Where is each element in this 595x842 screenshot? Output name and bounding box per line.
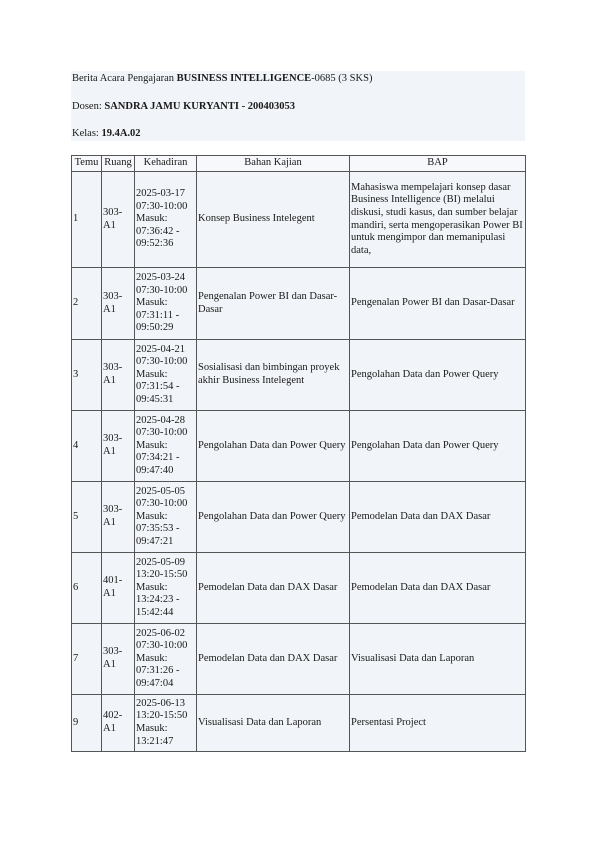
cell-temu: 3 [72, 340, 102, 411]
attendance-masuk-end: 09:47:21 [136, 535, 174, 547]
cell-bahan-kajian: Pemodelan Data dan DAX Dasar [197, 553, 350, 624]
cell-bahan-kajian: Pengolahan Data dan Power Query [197, 411, 350, 482]
cell-temu: 5 [72, 482, 102, 553]
cell-bap: Persentasi Project [350, 695, 526, 752]
attendance-masuk-start: 07:31:54 - [136, 381, 180, 393]
cell-bahan-kajian: Pemodelan Data dan DAX Dasar [197, 624, 350, 695]
attendance-date: 2025-06-02 [136, 627, 185, 639]
attendance-masuk-start: 07:36:42 - [136, 225, 180, 237]
class-label: Kelas: [72, 128, 102, 139]
cell-temu: 9 [72, 695, 102, 752]
cell-kehadiran [135, 695, 197, 752]
cell-ruang: 303-A1 [102, 340, 135, 411]
cell-bap: Pengolahan Data dan Power Query [350, 411, 526, 482]
column-header-kehadiran: Kehadiran [135, 156, 197, 172]
cell-bap: Pemodelan Data dan DAX Dasar [350, 553, 526, 624]
table-row [72, 411, 526, 482]
attendance-masuk-start: 07:31:26 - [136, 665, 180, 677]
column-header-bap: BAP [350, 156, 526, 172]
cell-kehadiran [135, 340, 197, 411]
cell-temu: 7 [72, 624, 102, 695]
cell-ruang: 402-A1 [102, 695, 135, 752]
table-row [72, 695, 526, 752]
cell-bahan-kajian: Sosialisasi dan bimbingan proyek akhir Business Intelegent [197, 340, 350, 411]
lecturer-label: Dosen: [72, 101, 105, 112]
table-body [72, 172, 526, 752]
cell-bahan-kajian: Pengolahan Data dan Power Query [197, 482, 350, 553]
attendance-date: 2025-05-09 [136, 556, 185, 568]
attendance-schedule: 07:30-10:00 [136, 498, 188, 510]
table-row [72, 340, 526, 411]
cell-bap: Mahasiswa mempelajari konsep dasar Business Intelligence (BI) melalui diskusi, studi kasus, dan sumber belajar mandiri, serta mengoperasikan Power BI untuk mengimpor dan memanipulasi data, [350, 172, 526, 268]
attendance-schedule: 07:30-10:00 [136, 427, 188, 439]
table-row [72, 172, 526, 268]
attendance-masuk-label: Masuk: [136, 581, 168, 593]
attendance-masuk-label: Masuk: [136, 439, 168, 451]
cell-bap: Pengolahan Data dan Power Query [350, 340, 526, 411]
document-header [71, 71, 525, 141]
attendance-date: 2025-05-05 [136, 485, 185, 497]
cell-bap: Pengenalan Power BI dan Dasar-Dasar [350, 268, 526, 340]
cell-kehadiran [135, 482, 197, 553]
lecturer-line [72, 100, 295, 114]
cell-ruang: 303-A1 [102, 624, 135, 695]
course-title [72, 72, 372, 86]
class-value: 19.4A.02 [101, 128, 141, 139]
column-header-ruang: Ruang [102, 156, 135, 172]
attendance-date: 2025-03-17 [136, 188, 185, 200]
cell-bahan-kajian: Pengenalan Power BI dan Dasar-Dasar [197, 268, 350, 340]
cell-temu: 4 [72, 411, 102, 482]
attendance-masuk-end: 09:47:40 [136, 464, 174, 476]
course-suffix: -0685 (3 SKS) [311, 73, 373, 84]
attendance-schedule: 13:20-15:50 [136, 710, 188, 722]
attendance-masuk-end: 09:50:29 [136, 322, 174, 334]
attendance-masuk-end: 09:47:04 [136, 677, 174, 689]
cell-bap: Pemodelan Data dan DAX Dasar [350, 482, 526, 553]
cell-kehadiran [135, 624, 197, 695]
attendance-masuk-end: 15:42:44 [136, 606, 174, 618]
attendance-schedule: 07:30-10:00 [136, 200, 188, 212]
attendance-masuk-label: Masuk: [136, 510, 168, 522]
attendance-masuk-label: Masuk: [136, 368, 168, 380]
attendance-masuk-start: 07:34:21 - [136, 452, 180, 464]
attendance-masuk-end: 09:52:36 [136, 238, 174, 250]
lecturer-name: SANDRA JAMU KURYANTI - 200403053 [104, 101, 295, 112]
table-header-row [72, 156, 526, 172]
cell-bahan-kajian: Konsep Business Intelegent [197, 172, 350, 268]
cell-kehadiran [135, 268, 197, 340]
attendance-date: 2025-04-28 [136, 414, 185, 426]
attendance-masuk-label: Masuk: [136, 213, 168, 225]
cell-ruang: 303-A1 [102, 482, 135, 553]
attendance-table [71, 155, 526, 752]
attendance-schedule: 13:20-15:50 [136, 569, 188, 581]
course-name: BUSINESS INTELLIGENCE [176, 73, 312, 84]
table-row [72, 624, 526, 695]
cell-kehadiran [135, 411, 197, 482]
cell-ruang: 401-A1 [102, 553, 135, 624]
attendance-masuk-label: Masuk: [136, 652, 168, 664]
attendance-date: 2025-03-24 [136, 272, 185, 284]
table-row [72, 268, 526, 340]
cell-temu: 2 [72, 268, 102, 340]
cell-kehadiran [135, 172, 197, 268]
table-row [72, 553, 526, 624]
class-line [72, 127, 141, 141]
attendance-schedule: 07:30-10:00 [136, 284, 188, 296]
column-header-temu: Temu [72, 156, 102, 172]
column-header-bahan-kajian: Bahan Kajian [197, 156, 350, 172]
attendance-date: 2025-06-13 [136, 697, 185, 709]
cell-ruang: 303-A1 [102, 172, 135, 268]
attendance-schedule: 07:30-10:00 [136, 356, 188, 368]
cell-bap: Visualisasi Data dan Laporan [350, 624, 526, 695]
cell-temu: 1 [72, 172, 102, 268]
cell-ruang: 303-A1 [102, 268, 135, 340]
cell-kehadiran [135, 553, 197, 624]
attendance-masuk-start: 13:21:47 [136, 735, 174, 747]
attendance-masuk-label: Masuk: [136, 297, 168, 309]
attendance-masuk-start: 07:31:11 - [136, 309, 180, 321]
attendance-date: 2025-04-21 [136, 343, 185, 355]
attendance-schedule: 07:30-10:00 [136, 640, 188, 652]
course-prefix: Berita Acara Pengajaran [72, 73, 177, 84]
attendance-masuk-label: Masuk: [136, 723, 168, 734]
table-row [72, 482, 526, 553]
attendance-masuk-start: 07:35:53 - [136, 523, 180, 535]
cell-temu: 6 [72, 553, 102, 624]
cell-ruang: 303-A1 [102, 411, 135, 482]
attendance-masuk-start: 13:24:23 - [136, 594, 180, 606]
cell-bahan-kajian: Visualisasi Data dan Laporan [197, 695, 350, 752]
attendance-masuk-end: 09:45:31 [136, 393, 174, 405]
